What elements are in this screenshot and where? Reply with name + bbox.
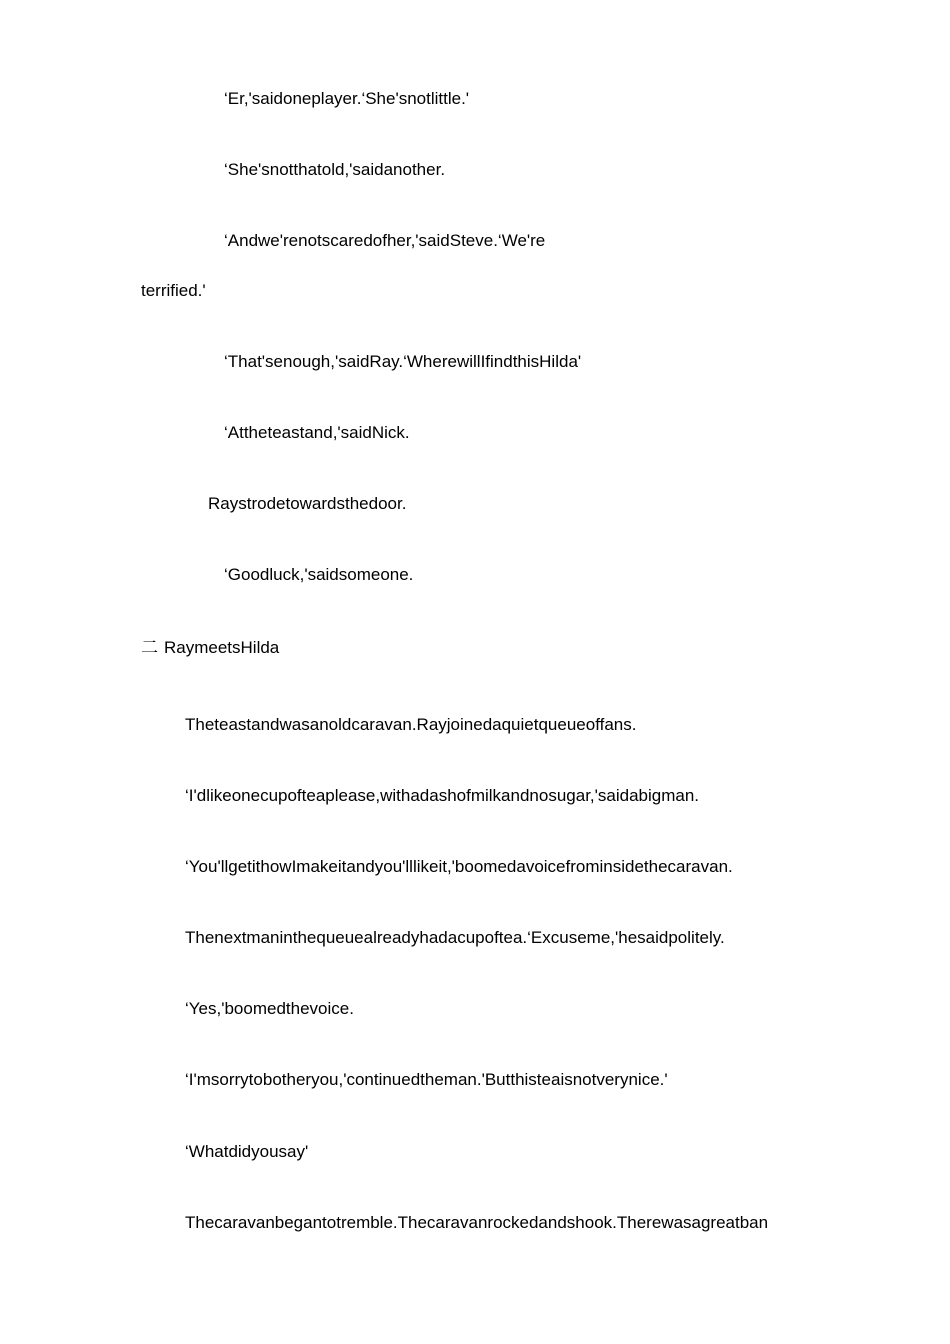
dialogue-line: ‘Goodluck,'saidsomeone. [224, 565, 414, 584]
paragraph-line: Theteastandwasanoldcaravan.Rayjoinedaquietqueueoffans. [185, 715, 637, 734]
dialogue-line: ‘She'snotthatold,'saidanother. [224, 160, 446, 179]
section-heading [141, 638, 279, 658]
dialogue-line: ‘Attheteastand,'saidNick. [224, 423, 410, 442]
paragraph-line: Thecaravanbegantotremble.Thecaravanrockedandshook.Therewasagreatban [185, 1213, 769, 1232]
paragraph-line: ‘You'llgetithowImakeitandyou'lllikeit,'boomedavoicefrominsidethecaravan. [185, 857, 733, 876]
paragraph-line: ‘Whatdidyousay' [185, 1142, 309, 1161]
dialogue-line: ‘Andwe'renotscaredofher,'saidSteve.‘We're [224, 231, 546, 250]
section-number: 二 [141, 638, 158, 657]
paragraph-line: ‘Yes,'boomedthevoice. [185, 999, 354, 1018]
paragraph-line: ‘I'dlikeonecupofteaplease,withadashofmilkandnosugar,'saidabigman. [185, 786, 700, 805]
dialogue-line-continuation: terrified.' [141, 281, 206, 300]
paragraph-line: Thenextmaninthequeuealreadyhadacupoftea.‘Excuseme,'hesaidpolitely. [185, 928, 725, 947]
dialogue-line: ‘Er,'saidoneplayer.‘She'snotlittle.' [224, 89, 470, 108]
narration-line: Raystrodetowardsthedoor. [208, 494, 407, 513]
dialogue-line: ‘That'senough,'saidRay.‘WherewillIfindthisHilda' [224, 352, 582, 371]
paragraph-line: ‘I'msorrytobotheryou,'continuedtheman.'Butthisteaisnotverynice.' [185, 1070, 668, 1089]
section-title: RaymeetsHilda [164, 638, 280, 657]
